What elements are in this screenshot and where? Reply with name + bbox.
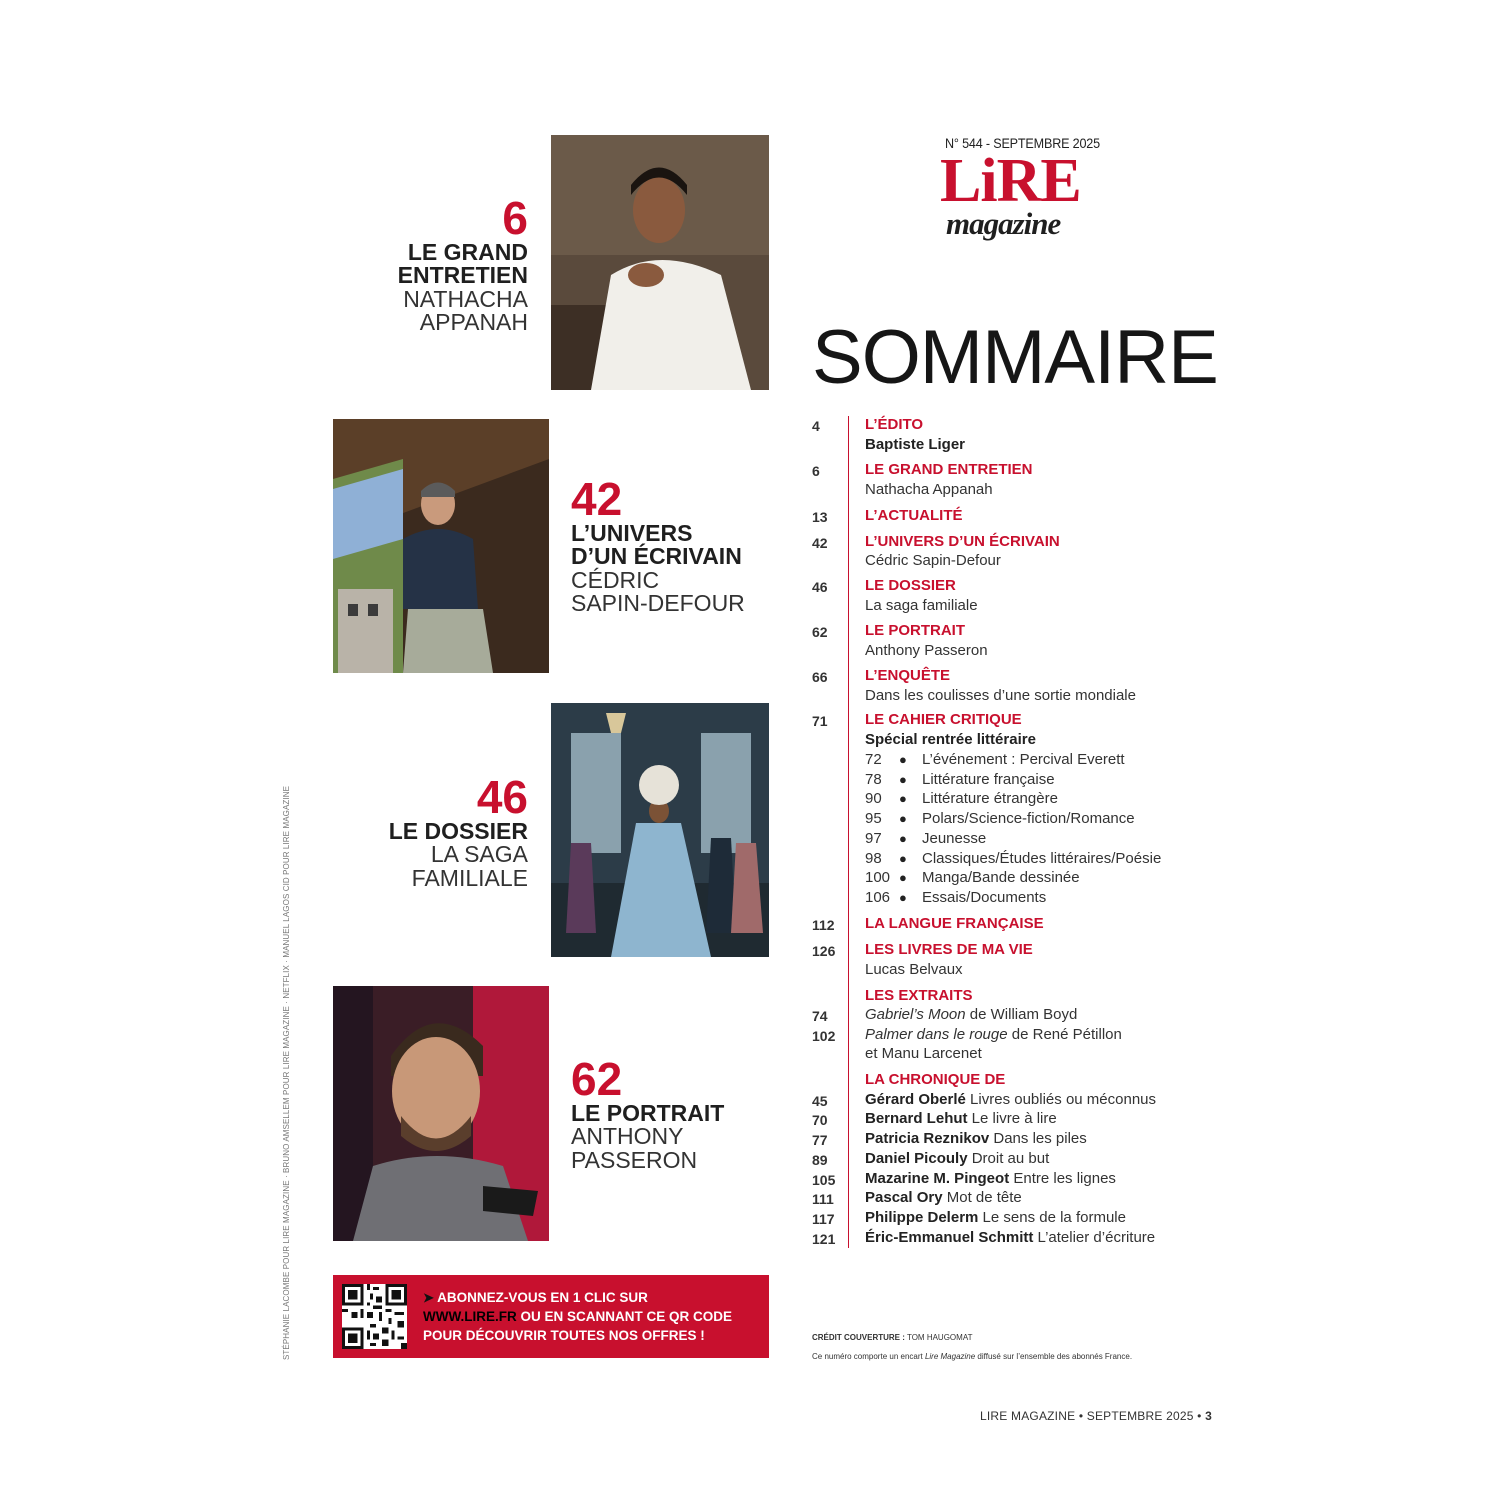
toc-section-title[interactable]: LES EXTRAITS	[865, 987, 973, 1004]
footer-text: LIRE MAGAZINE • SEPTEMBRE 2025 •	[980, 1409, 1202, 1423]
toc-page: 89	[812, 1152, 828, 1168]
photo-anthony-passeron	[333, 986, 549, 1241]
toc-page: 105	[812, 1172, 836, 1188]
toc-page: 74	[812, 1008, 828, 1024]
subitem-page: 72	[865, 751, 882, 768]
toc-section-title[interactable]: LES LIVRES DE MA VIE	[865, 941, 1033, 958]
photo-credits: STÉPHANIE LACOMBE POUR LIRE MAGAZINE · BRUNO AMSELLEM POUR LIRE MAGAZINE · NETFLIX · MANUEL LAGOS CID POUR LIRE MAGAZINE	[282, 785, 291, 1360]
subitem-page: 97	[865, 830, 882, 847]
toc-page: 66	[812, 669, 828, 685]
photo-saga-familiale	[551, 703, 769, 957]
extract-author-cont: et Manu Larcenet	[865, 1045, 982, 1062]
chronicle-column: Entre les lignes	[1009, 1170, 1116, 1187]
bullet-icon: ●	[899, 811, 907, 826]
footer-page-number: 3	[1201, 1409, 1212, 1423]
feature-kicker: ENTRETIEN	[397, 262, 528, 289]
toc-divider	[848, 416, 849, 1248]
chronicle-item[interactable]	[865, 1229, 1155, 1246]
toc-page: 112	[812, 917, 835, 933]
issue-number: N° 544 - SEPTEMBRE 2025	[945, 135, 1100, 151]
feature-page-number: 62	[571, 1053, 623, 1105]
subitem-page: 78	[865, 771, 882, 788]
toc-page: 42	[812, 535, 828, 551]
bullet-icon: ●	[899, 791, 907, 806]
subitem-label[interactable]: L’événement : Percival Everett	[922, 751, 1125, 768]
subscribe-link[interactable]: WWW.LIRE.FR	[423, 1309, 517, 1324]
subscribe-line-1: ABONNEZ-VOUS EN 1 CLIC SUR	[437, 1290, 648, 1305]
photo-nathacha-appanah	[551, 135, 769, 390]
toc-subtitle: La saga familiale	[865, 597, 978, 614]
magazine-logo-sub: magazine	[946, 206, 1061, 241]
subitem-label[interactable]: Polars/Science-fiction/Romance	[922, 810, 1135, 827]
page-title: SOMMAIRE	[812, 315, 1218, 400]
feature-kicker: D’UN ÉCRIVAIN	[571, 543, 742, 570]
feature-name: LA SAGA	[430, 841, 528, 868]
subscribe-line-2: OU EN SCANNANT CE QR CODE	[516, 1309, 732, 1324]
subscribe-banner[interactable]	[333, 1275, 769, 1358]
insert-notice-italic: Lire Magazine	[924, 1352, 976, 1361]
chronicle-author: Bernard Lehut	[865, 1110, 968, 1127]
subitem-page: 100	[865, 869, 891, 886]
insert-notice-pre: Ce numéro comporte un encart	[812, 1352, 925, 1361]
feature-kicker: L’UNIVERS	[571, 520, 693, 546]
bullet-icon: ●	[899, 870, 907, 885]
toc-section-title[interactable]: LA CHRONIQUE DE	[865, 1071, 1006, 1088]
chronicle-author: Mazarine M. Pingeot	[865, 1170, 1010, 1187]
feature-page-number: 42	[571, 473, 623, 525]
toc-page: 6	[812, 463, 820, 479]
toc-section-title[interactable]: L’UNIVERS D’UN ÉCRIVAIN	[865, 533, 1060, 550]
toc-section-title[interactable]: LE DOSSIER	[865, 577, 956, 594]
chronicle-author: Éric-Emmanuel Schmitt	[865, 1229, 1034, 1246]
feature-name: PASSERON	[571, 1146, 698, 1173]
subitem-page: 98	[865, 850, 882, 867]
subitem-label[interactable]: Essais/Documents	[922, 889, 1047, 906]
chronicle-column: Livres oubliés ou méconnus	[965, 1091, 1156, 1108]
extract-title: Gabriel’s Moon	[865, 1006, 966, 1023]
toc-page: 13	[812, 509, 828, 525]
chronicle-author: Philippe Delerm	[865, 1209, 979, 1226]
extract-title: Palmer dans le rouge	[865, 1026, 1008, 1043]
cover-credit-label: CRÉDIT COUVERTURE :	[812, 1333, 905, 1342]
feature-name: ANTHONY	[571, 1123, 684, 1150]
subitem-label[interactable]: Littérature française	[922, 771, 1055, 788]
toc-subtitle: Dans les coulisses d’une sortie mondiale	[865, 687, 1136, 704]
chronicle-author: Gérard Oberlé	[865, 1091, 966, 1108]
toc-page: 70	[812, 1112, 828, 1128]
photo-cedric-sapin-defour	[333, 419, 549, 673]
toc-subtitle: Spécial rentrée littéraire	[865, 731, 1036, 748]
bullet-icon: ●	[899, 752, 907, 767]
chronicle-column: Mot de tête	[942, 1189, 1022, 1206]
subitem-label[interactable]: Classiques/Études littéraires/Poésie	[922, 850, 1162, 867]
chronicle-author: Patricia Reznikov	[865, 1130, 990, 1147]
qr-code-icon[interactable]	[342, 1284, 407, 1349]
subitem-page: 90	[865, 790, 882, 807]
feature-kicker: LE GRAND	[407, 239, 528, 265]
insert-notice-post: diffusé sur l’ensemble des abonnés France.	[975, 1352, 1133, 1361]
insert-notice	[812, 1352, 1132, 1361]
cursor-arrow-icon: ➤	[423, 1290, 434, 1305]
toc-section-title[interactable]: LA LANGUE FRANÇAISE	[865, 915, 1044, 932]
chronicle-column: Dans les piles	[989, 1130, 1087, 1147]
magazine-logo: LiRE	[940, 147, 1081, 215]
toc-page: 62	[812, 624, 828, 640]
subscribe-line-3: POUR DÉCOUVRIR TOUTES NOS OFFRES !	[423, 1328, 705, 1343]
extract-item[interactable]	[865, 1026, 1122, 1043]
page-footer	[980, 1409, 1212, 1423]
chronicle-column: Droit au but	[967, 1150, 1050, 1167]
bullet-icon: ●	[899, 831, 907, 846]
chronicle-item[interactable]	[865, 1189, 1022, 1206]
toc-subtitle: Baptiste Liger	[865, 436, 966, 453]
feature-univers-ecrivain[interactable]	[571, 473, 791, 617]
chronicle-column: Le livre à lire	[967, 1110, 1057, 1127]
subscribe-text[interactable]	[423, 1288, 732, 1345]
feature-name: SAPIN-DEFOUR	[571, 590, 745, 617]
extract-author: de William Boyd	[965, 1006, 1078, 1023]
cover-credit-value: TOM HAUGOMAT	[904, 1333, 973, 1342]
feature-grand-entretien[interactable]	[330, 192, 528, 336]
toc-section-title[interactable]: LE PORTRAIT	[865, 622, 965, 639]
subitem-page: 106	[865, 889, 891, 906]
toc-page: 45	[812, 1093, 828, 1109]
feature-name: FAMILIALE	[411, 864, 528, 891]
toc-page: 126	[812, 943, 836, 959]
toc-page: 77	[812, 1132, 828, 1148]
chronicle-column: Le sens de la formule	[978, 1209, 1126, 1226]
cover-credit	[812, 1333, 972, 1342]
toc-page: 71	[812, 713, 828, 729]
chronicle-author: Pascal Ory	[865, 1189, 943, 1206]
toc-page: 121	[812, 1231, 836, 1247]
toc-page: 4	[812, 418, 820, 434]
bullet-icon: ●	[899, 851, 907, 866]
toc-subtitle: Nathacha Appanah	[865, 481, 993, 498]
extract-item[interactable]	[865, 1006, 1077, 1023]
toc-page: 46	[812, 579, 828, 595]
feature-name: NATHACHA	[403, 285, 528, 312]
feature-name: CÉDRIC	[571, 566, 660, 593]
feature-name: APPANAH	[419, 309, 528, 336]
toc-section-title[interactable]: L’ÉDITO	[865, 416, 924, 433]
chronicle-author: Daniel Picouly	[865, 1150, 968, 1167]
toc-section-title[interactable]: L’ENQUÊTE	[865, 667, 951, 684]
feature-portrait[interactable]	[571, 1053, 791, 1173]
toc-subtitle: Lucas Belvaux	[865, 961, 963, 978]
subitem-label[interactable]: Jeunesse	[922, 830, 987, 847]
toc-section-title[interactable]: LE CAHIER CRITIQUE	[865, 711, 1022, 728]
chronicle-item[interactable]	[865, 1091, 1156, 1108]
subitem-label[interactable]: Littérature étrangère	[922, 790, 1058, 807]
toc-page: 111	[812, 1191, 834, 1207]
toc-subtitle: Cédric Sapin-Defour	[865, 552, 1001, 569]
chronicle-item[interactable]	[865, 1170, 1116, 1187]
toc-subtitle: Anthony Passeron	[865, 642, 988, 659]
extract-author: de René Pétillon	[1007, 1026, 1122, 1043]
toc-section-title[interactable]: LE GRAND ENTRETIEN	[865, 461, 1033, 478]
chronicle-item[interactable]	[865, 1150, 1049, 1167]
chronicle-column: L’atelier d’écriture	[1033, 1229, 1156, 1246]
toc-page: 117	[812, 1211, 835, 1227]
toc-section-title[interactable]: L’ACTUALITÉ	[865, 507, 963, 524]
chronicle-item[interactable]	[865, 1209, 1126, 1226]
feature-kicker: LE PORTRAIT	[571, 1100, 725, 1126]
feature-kicker: LE DOSSIER	[388, 818, 528, 844]
subitem-page: 95	[865, 810, 882, 827]
feature-page-number: 6	[502, 192, 528, 244]
chronicle-item[interactable]	[865, 1110, 1057, 1127]
feature-page-number: 46	[476, 771, 528, 823]
subitem-label[interactable]: Manga/Bande dessinée	[922, 869, 1080, 886]
bullet-icon: ●	[899, 772, 907, 787]
feature-dossier[interactable]	[330, 771, 528, 891]
chronicle-item[interactable]	[865, 1130, 1087, 1147]
toc-page: 102	[812, 1028, 836, 1044]
bullet-icon: ●	[899, 890, 907, 905]
